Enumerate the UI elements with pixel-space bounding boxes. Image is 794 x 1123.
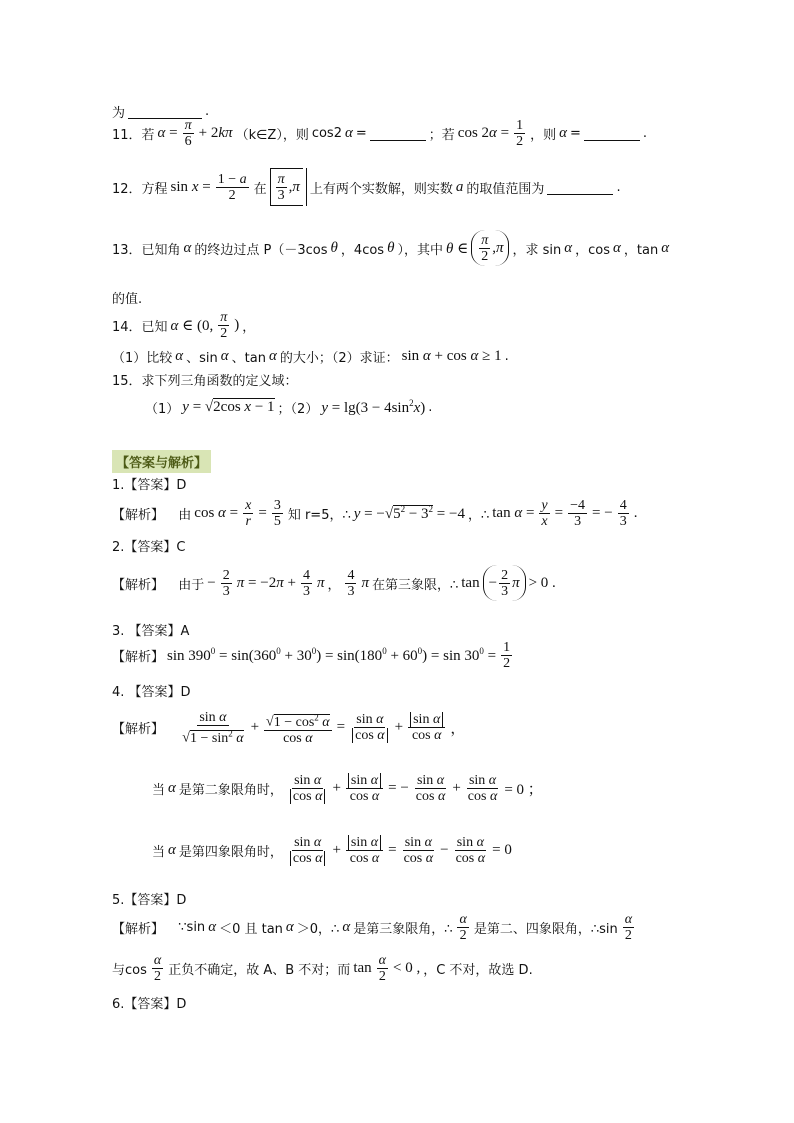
explanation-1: 【解析】 由 cos α = $\frac{x}{r}$ = $\frac{3}{5}$ 知 r=5，∴ $y = -√5^2 - 3^2 = -4$ ，∴ tan α = $\frac{y}{x}$ = $\frac{-4}{3}$ = − $\frac{4}{3}$ . bbox=[112, 498, 638, 529]
answer-blank[interactable] bbox=[584, 126, 640, 141]
explanation-5: 【解析】 ∵sin α ＜0 且 tan α ＞0，∴ α 是第三象限角，∴ $\frac{\alpha}{2}$ 是第二、四象限角，∴sin $\frac{\alpha}{2}$ bbox=[112, 912, 633, 943]
question-14-sub: （1）比较 α 、sin α 、tan α 的大小；（2）求证： sin α + cos α ≥ 1 . bbox=[112, 348, 509, 366]
answer-4: 4. 【答案】D bbox=[112, 685, 191, 700]
answer-blank[interactable] bbox=[128, 104, 202, 119]
question-15: 15．求下列三角函数的定义域： bbox=[112, 374, 298, 389]
explanation-2: 【解析】 由于 − $\frac{2}{3}$ π = −2π + $\frac{4}{3}$ π ， $\frac{4}{3}$ π 在第三象限，∴ tan − $\frac{2}{3}$ π > 0 . bbox=[112, 565, 556, 601]
question-12: 12．方程 sin x = $\frac{1 - a}{2}$ 在 $\frac{\pi}{3}$ ,π 上有两个实数解，则实数 a 的取值范围为 . bbox=[112, 168, 621, 206]
section-title: 【答案与解析】 bbox=[112, 450, 211, 473]
question-15-parts: （1） y = √2cos x − 1 ；（2） $y = \lg(3 - 4\sin^2x)$ . bbox=[145, 398, 433, 417]
answer-1: 1.【答案】D bbox=[112, 478, 187, 493]
explanation-3: 【解析】 $\sin 390^0 = \sin(360^0 + 30^0) = \sin(180^0 + 60^0) = \sin 30^0$ = $\frac{1}{2}$ bbox=[112, 640, 511, 671]
explanation-4: 【解析】 $\frac{\text{sin α}}{√1 - \sin^2 \alpha}$ + $\frac{√1 - \cos^2 \alpha}{\text{cos α}}$ = $\frac{\text{sin α}}{\text{cos α}}$ + $\frac{\text{sin α}}{\text{cos α}}$ ， bbox=[112, 710, 466, 746]
answer-blank[interactable] bbox=[370, 126, 426, 141]
question-14: 14．已知 α ∈ (0, $\frac{\pi}{2}$ ) ， bbox=[112, 310, 256, 341]
answer-2: 2.【答案】C bbox=[112, 540, 186, 555]
question-11: 11．若 α = $\frac{\pi}{6}$ + 2kπ （k∈Z），则 cos2 α = ；若 cos 2α = $\frac{1}{2}$ ，则 α = . bbox=[112, 118, 648, 149]
explanation-5-line2: 与cos $\frac{\alpha}{2}$ 正负不确定，故 A、B 不对；而 tan $\frac{\alpha}{2}$ < 0 , ，C 不对，故选 D. bbox=[112, 953, 533, 984]
answer-blank[interactable] bbox=[547, 180, 613, 195]
answer-6: 6.【答案】D bbox=[112, 997, 187, 1012]
question-13: 13．已知角 α 的终边过点 P（－3cos θ ，4cos θ ），其中 θ ∈ $\frac{\pi}{2}$ ,π ，求 sin α ，cos α ，tan α bbox=[112, 230, 669, 266]
q10-tail: 为 . bbox=[112, 104, 210, 121]
answer-3: 3. 【答案】A bbox=[112, 624, 190, 639]
explanation-4-case4: 当 α 是第四象限角时， $\frac{\text{sin α}}{\text{cos α}}$ + $\frac{\text{sin α}}{\text{cos α}}$ = $\frac{\text{sin α}}{\text{cos α}}$ − $\frac{\text{sin α}}{\text{cos α}}$ = 0 bbox=[152, 835, 512, 866]
answer-5: 5.【答案】D bbox=[112, 893, 187, 908]
explanation-4-case2: 当 α 是第二象限角时， $\frac{\text{sin α}}{\text{cos α}}$ + $\frac{\text{sin α}}{\text{cos α}}$ = − $\frac{\text{sin α}}{\text{cos α}}$ + $\frac{\text{sin α}}{\text{cos α}}$ = 0 ； bbox=[152, 773, 543, 804]
question-13-line2: 的值. bbox=[112, 292, 143, 307]
